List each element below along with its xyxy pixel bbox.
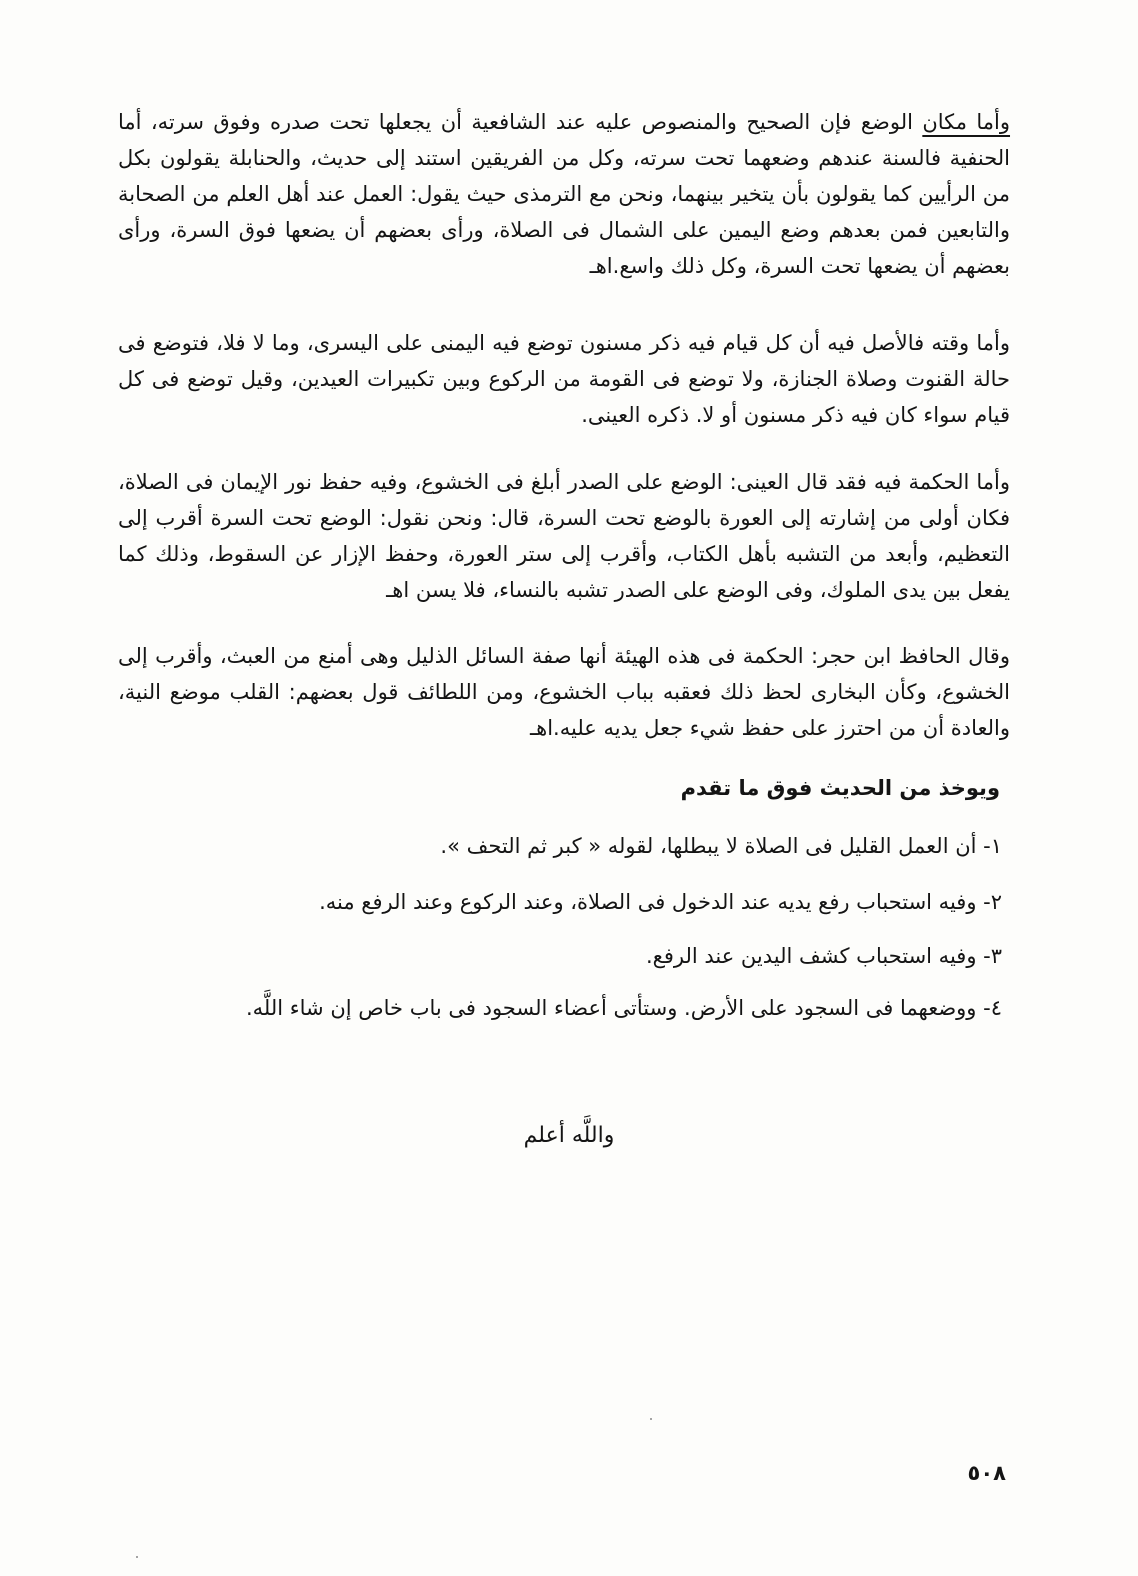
closing-phrase: واللَّه أعلم <box>523 1123 615 1148</box>
paragraph-wisdom <box>118 464 1010 608</box>
list-item: ٤- ووضعهما فى السجود على الأرض. وستأتى أعضاء السجود فى باب خاص إن شاء اللَّه. <box>245 996 1002 1020</box>
paragraph-timing <box>118 325 1010 433</box>
paragraph-ibn-hajar <box>118 638 1010 746</box>
list-item: ٣- وفيه استحباب كشف اليدين عند الرفع. <box>645 944 1002 968</box>
section-heading: ويوخذ من الحديث فوق ما تقدم <box>680 776 1000 800</box>
list-item: ١- أن العمل القليل فى الصلاة لا يبطلها، لقوله « كبر ثم التحف ». <box>440 834 1002 858</box>
paragraph-text: الوضع فإن الصحيح والمنصوص عليه عند الشافعية أن يجعلها تحت صدره وفوق سرته، أما الحنفية فالسنة عندهم وضعهما تحت سرته، وكل من الفريقين استند إلى حديث، والحنابلة يقولون بكل من الرأيين كما يقولون بأن يتخير بينهما، ونحن مع الترمذى حيث يقول: العمل عند أهل العلم من الصحابة والتابعين فمن بعدهم وضع اليمين على الشمال فى الصلاة، ورأى بعضهم أن يضعها فوق السرة، ورأى بعضهم أن يضعها تحت السرة، وكل ذلك واسع.اهـ <box>118 110 1010 278</box>
paragraph-text: وأما الحكمة فيه فقد قال العينى: الوضع على الصدر أبلغ فى الخشوع، وفيه حفظ نور الإيمان فى الصلاة، فكان أولى من إشارته إلى العورة بالوضع تحت السرة، قال: ونحن نقول: الوضع تحت السرة أقرب إلى التعظيم، وأبعد من التشبه بأهل الكتاب، وأقرب إلى ستر العورة، وحفظ الإزار عن السقوط، وذلك كما يفعل بين يدى الملوك، وفى الوضع على الصدر تشبه بالنساء، فلا يسن اهـ <box>118 470 1010 602</box>
scan-speck <box>650 1418 652 1420</box>
scan-speck <box>136 1556 138 1558</box>
paragraph-placement <box>118 104 1010 284</box>
paragraph-lead-underlined: وأما مكان <box>922 110 1011 134</box>
page-number: ٥٠٨ <box>967 1461 1006 1485</box>
paragraph-text: وقال الحافظ ابن حجر: الحكمة فى هذه الهيئة أنها صفة السائل الذليل وهى أمنع من العبث، وأقرب إلى الخشوع، وكأن البخارى لحظ ذلك فعقبه بباب الخشوع، ومن اللطائف قول بعضهم: القلب موضع النية، والعادة أن من احترز على حفظ شيء جعل يديه عليه.اهـ <box>118 644 1010 740</box>
paragraph-text: وأما وقته فالأصل فيه أن كل قيام فيه ذكر مسنون توضع فيه اليمنى على اليسرى، وما لا فلا، فتوضع فى حالة القنوت وصلاة الجنازة، ولا توضع فى القومة من الركوع وبين تكبيرات العيدين، وقيل توضع فى كل قيام سواء كان فيه ذكر مسنون أو لا. ذكره العينى. <box>118 331 1010 427</box>
list-item: ٢- وفيه استحباب رفع يديه عند الدخول فى الصلاة، وعند الركوع وعند الرفع منه. <box>319 890 1002 914</box>
